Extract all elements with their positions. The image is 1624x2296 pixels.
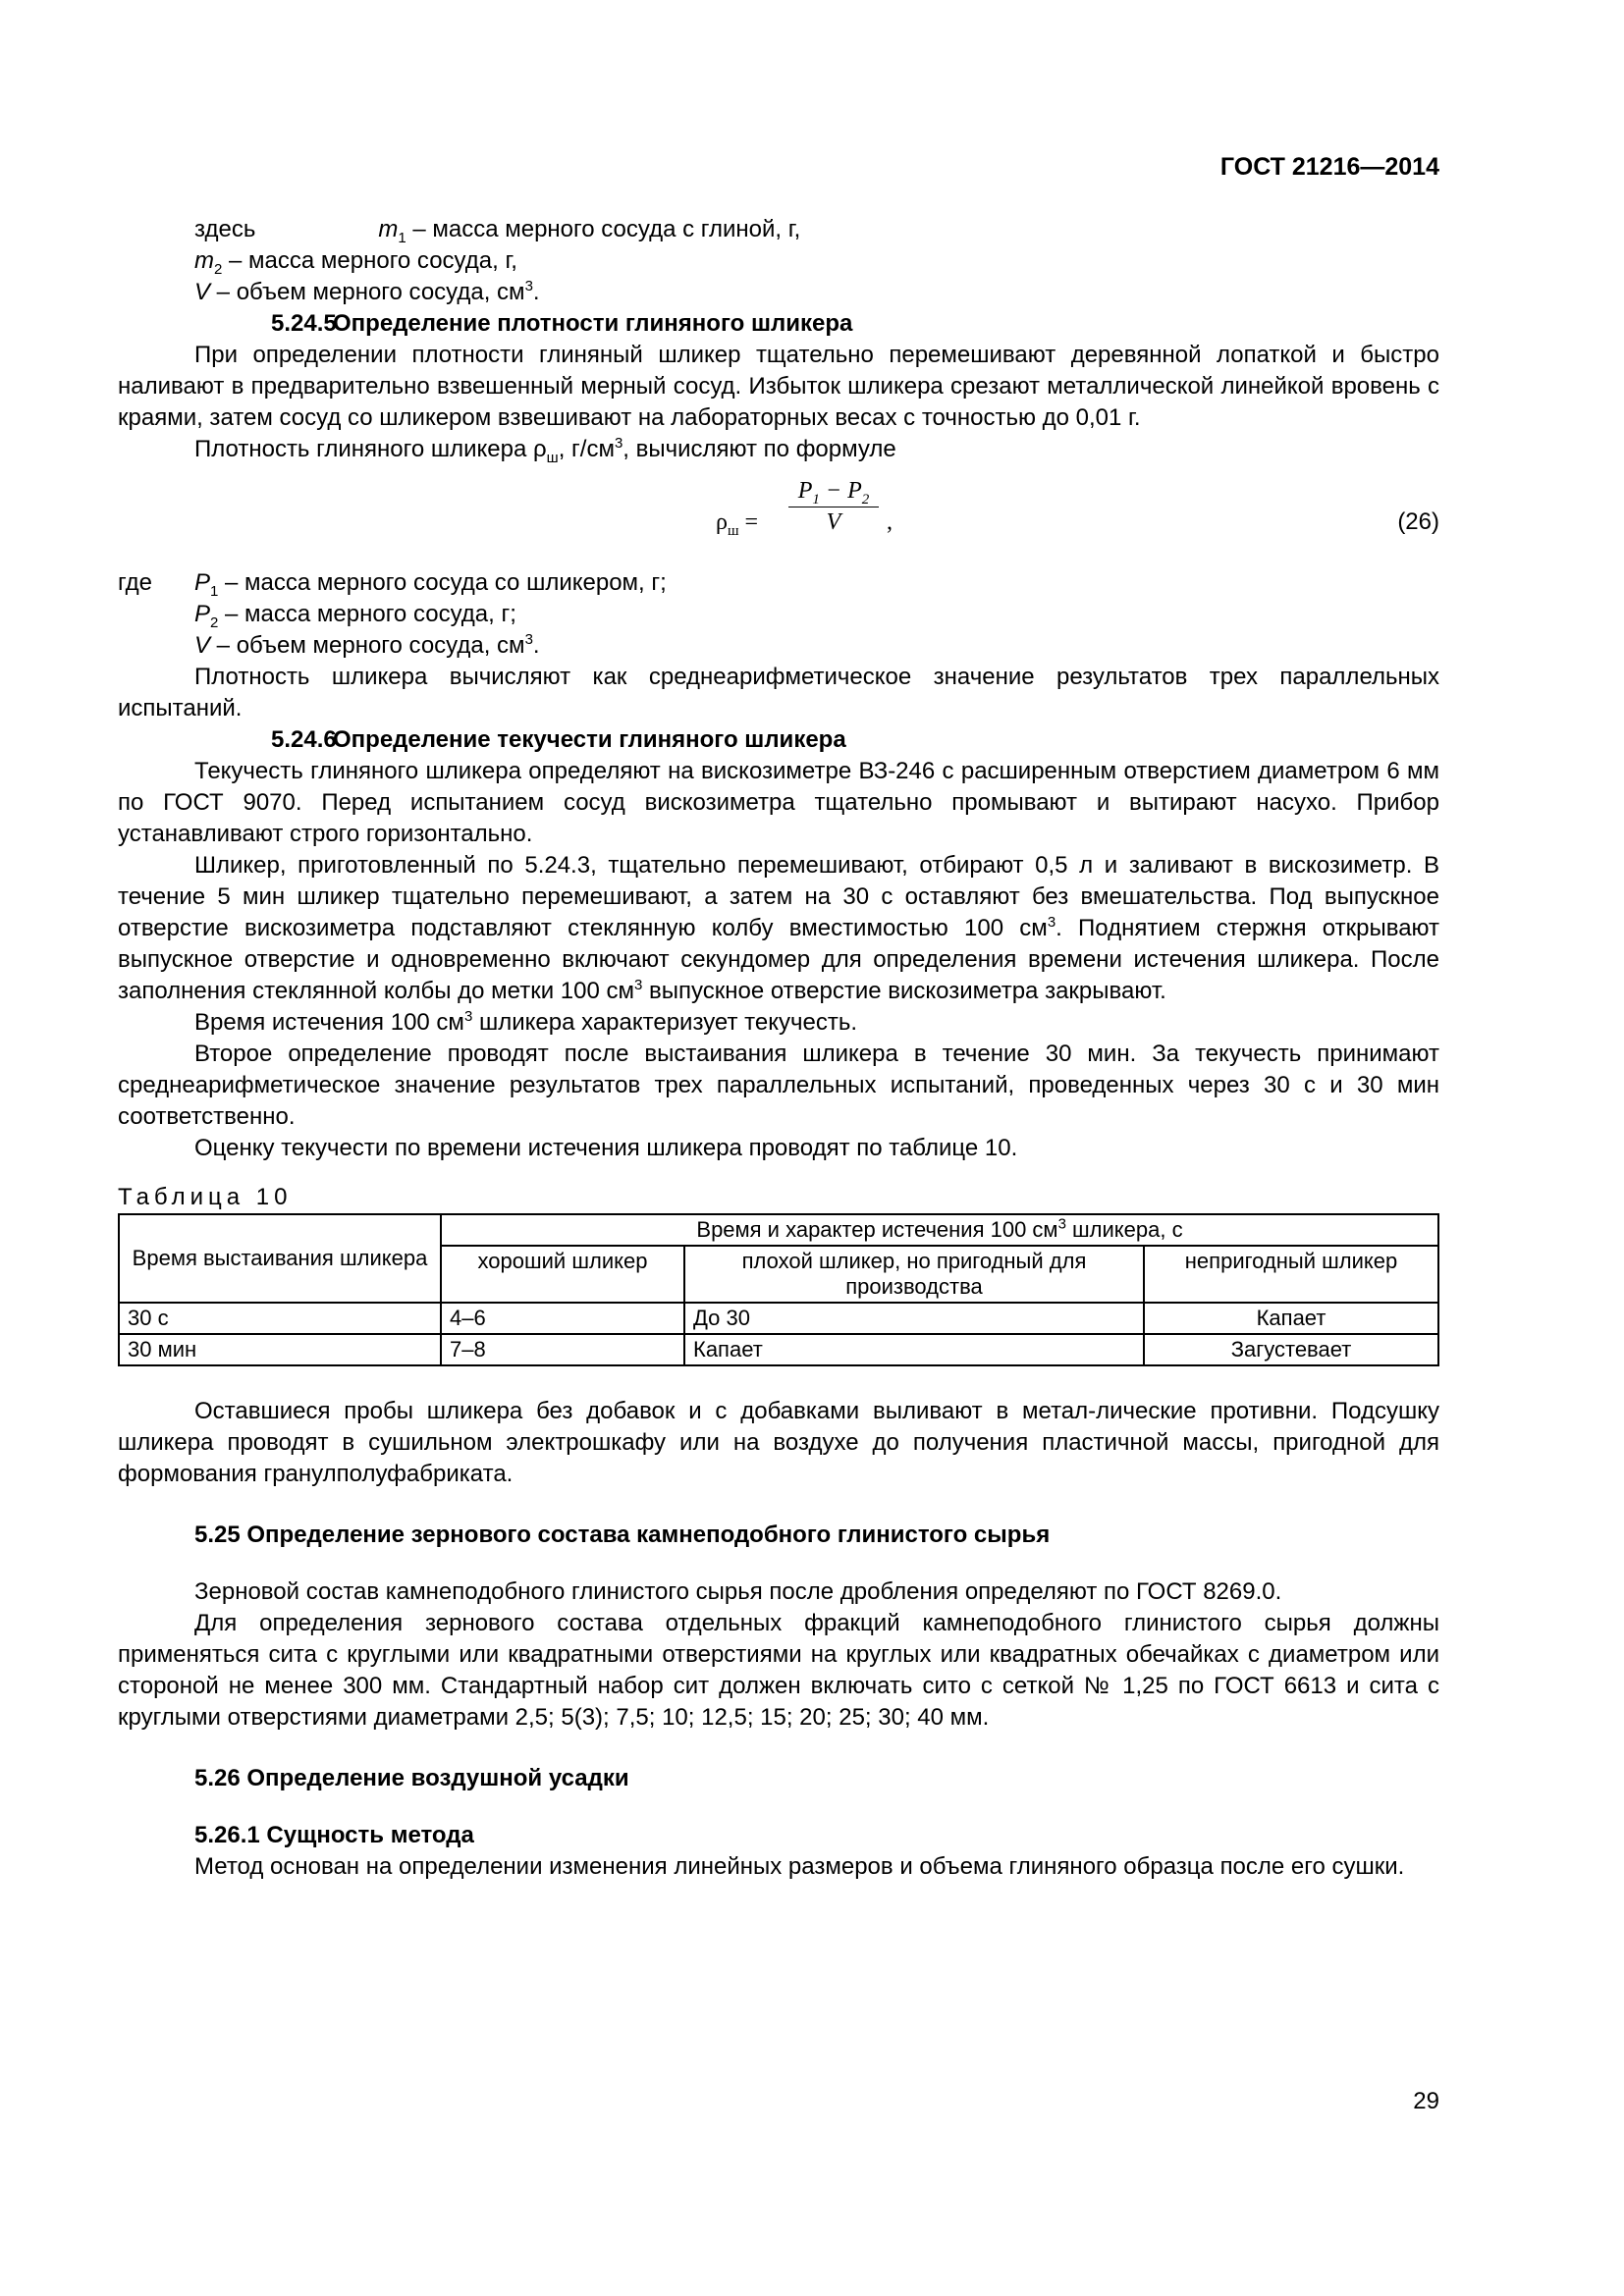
table-row: 30 с 4–6 До 30 Капает xyxy=(119,1303,1438,1334)
variable-definition: где $P_1$ – масса мерного сосуда со шликером, г; xyxy=(118,569,667,600)
variable-definition: $P_2$ – масса мерного сосуда, г; xyxy=(194,601,516,631)
variable-definition: $m_2$ – масса мерного сосуда, г, xyxy=(194,247,517,278)
variable-definition: здесь $m_1$ – масса мерного сосуда с глиной, г, xyxy=(194,216,801,246)
paragraph: При определении плотности глиняный шликер тщательно перемешивают деревянной лопаткой и быстро наливают в предварительно взвешенный мерный сосуд. Избыток шликера срезают металлической линейкой вровень с краями, затем сосуд со шликером взвешивают на лабораторных весах с точностью до 0,01 г. xyxy=(118,342,1439,431)
variable-definition: V – объем мерного сосуда, $см^3$. xyxy=(194,278,540,305)
paragraph: Плотность глиняного шликера $\rho_ш$, $г/см^3$, вычисляют по формуле xyxy=(194,435,896,466)
table-caption: Таблица 10 xyxy=(118,1184,293,1210)
formula-number: (26) xyxy=(1397,508,1439,535)
paragraph: Шликер, приготовленный по 5.24.3, тщательно перемешивают, отбирают 0,5 л и заливают в вискозиметр. В течение 5 мин шликер тщательно перемешивают, а затем на 30 с оставляют без вмешательства. Под выпускное отверстие вискозиметра подставляют стеклянную колбу вместимостью 100 $см^3$. Поднятием стержня открывают выпускное отверстие и одновременно включают секундомер для определения времени истечения шликера. После заполнения стеклянной колбы до метки 100 $см^3$ выпускное отверстие вискозиметра закрывают. xyxy=(118,852,1440,1004)
table-header-cell: Время выстаивания шликера xyxy=(119,1214,441,1303)
paragraph: Время истечения 100 $см^3$ шликера характеризует текучесть. xyxy=(194,1008,857,1036)
document-code: ГОСТ 21216—2014 xyxy=(1219,153,1439,181)
table-10 xyxy=(118,1213,1439,1366)
section-heading-5-26: 5.26 Определение воздушной усадки xyxy=(194,1765,629,1791)
table-header-cell: непригодный шликер xyxy=(1144,1246,1438,1303)
paragraph: Зерновой состав камнеподобного глинистого сырья после дробления определяют по ГОСТ 8269.0. xyxy=(194,1578,1282,1605)
paragraph: Для определения зернового состава отдельных фракций камнеподобного глинистого сырья должны применяться сита с круглыми или квадратными отверстиями на круглых или квадратных обечайках с диаметром или стороной не менее 300 мм. Стандартный набор сит должен включать сито с сеткой № 1,25 по ГОСТ 6613 и сита с круглыми отверстиями диаметрами 2,5; 5(3); 7,5; 10; 12,5; 15; 20; 25; 30; 40 мм. xyxy=(118,1610,1439,1731)
variable-definition: V – объем мерного сосуда, $см^3$. xyxy=(194,631,540,659)
page-content xyxy=(118,214,1439,1883)
paragraph: Метод основан на определении изменения линейных размеров и объема глиняного образца после его сушки. xyxy=(194,1853,1405,1880)
table-header-cell: плохой шликер, но пригодный для производства xyxy=(684,1246,1144,1303)
paragraph: Плотность шликера вычисляют как среднеарифметическое значение результатов трех параллельных испытаний. xyxy=(118,664,1439,721)
page-number: 29 xyxy=(1413,2088,1439,2114)
paragraph: Текучесть глиняного шликера определяют на вискозиметре ВЗ-246 с расширенным отверстием диаметром 6 мм по ГОСТ 9070. Перед испытанием сосуд вискозиметра тщательно промывают и вытирают насухо. Прибор устанавливают строго горизонтально. xyxy=(118,758,1439,847)
paragraph: Оценку текучести по времени истечения шликера проводят по таблице 10. xyxy=(194,1135,1018,1161)
paragraph: Второе определение проводят после выстаивания шликера в течение 30 мин. За текучесть принимают среднеарифметическое значение результатов трех параллельных испытаний, проведенных через 30 с и 30 мин соответственно. xyxy=(118,1041,1439,1130)
paragraph: Оставшиеся пробы шликера без добавок и с добавками выливают в метал-лические противни. Подсушку шликера проводят в сушильном электрошкафу или на воздухе до получения пластичной массы, пригодной для формования гранулполуфабриката. xyxy=(118,1398,1439,1487)
section-heading-5-24-6: 5.24.6Определение текучести глиняного шликера xyxy=(271,726,846,753)
formula-fraction: $\frac{P_1 - P_2}{V}$ xyxy=(788,477,879,537)
section-heading-5-25: 5.25 Определение зернового состава камнеподобного глинистого сырья xyxy=(194,1522,1051,1548)
formula-26: $\rho_ш$ = $\frac{P_1 - P_2}{V}$ , (26) xyxy=(716,478,1439,539)
table-group-header: Время и характер истечения 100 $см^3$ шликера, с xyxy=(441,1214,1438,1246)
table-header-cell: хороший шликер xyxy=(441,1246,684,1303)
section-heading-5-24-5: 5.24.5Определение плотности глиняного шликера xyxy=(271,310,853,337)
section-heading-5-26-1: 5.26.1 Сущность метода xyxy=(194,1822,474,1848)
table-row: 30 мин 7–8 Капает Загустевает xyxy=(119,1334,1438,1365)
